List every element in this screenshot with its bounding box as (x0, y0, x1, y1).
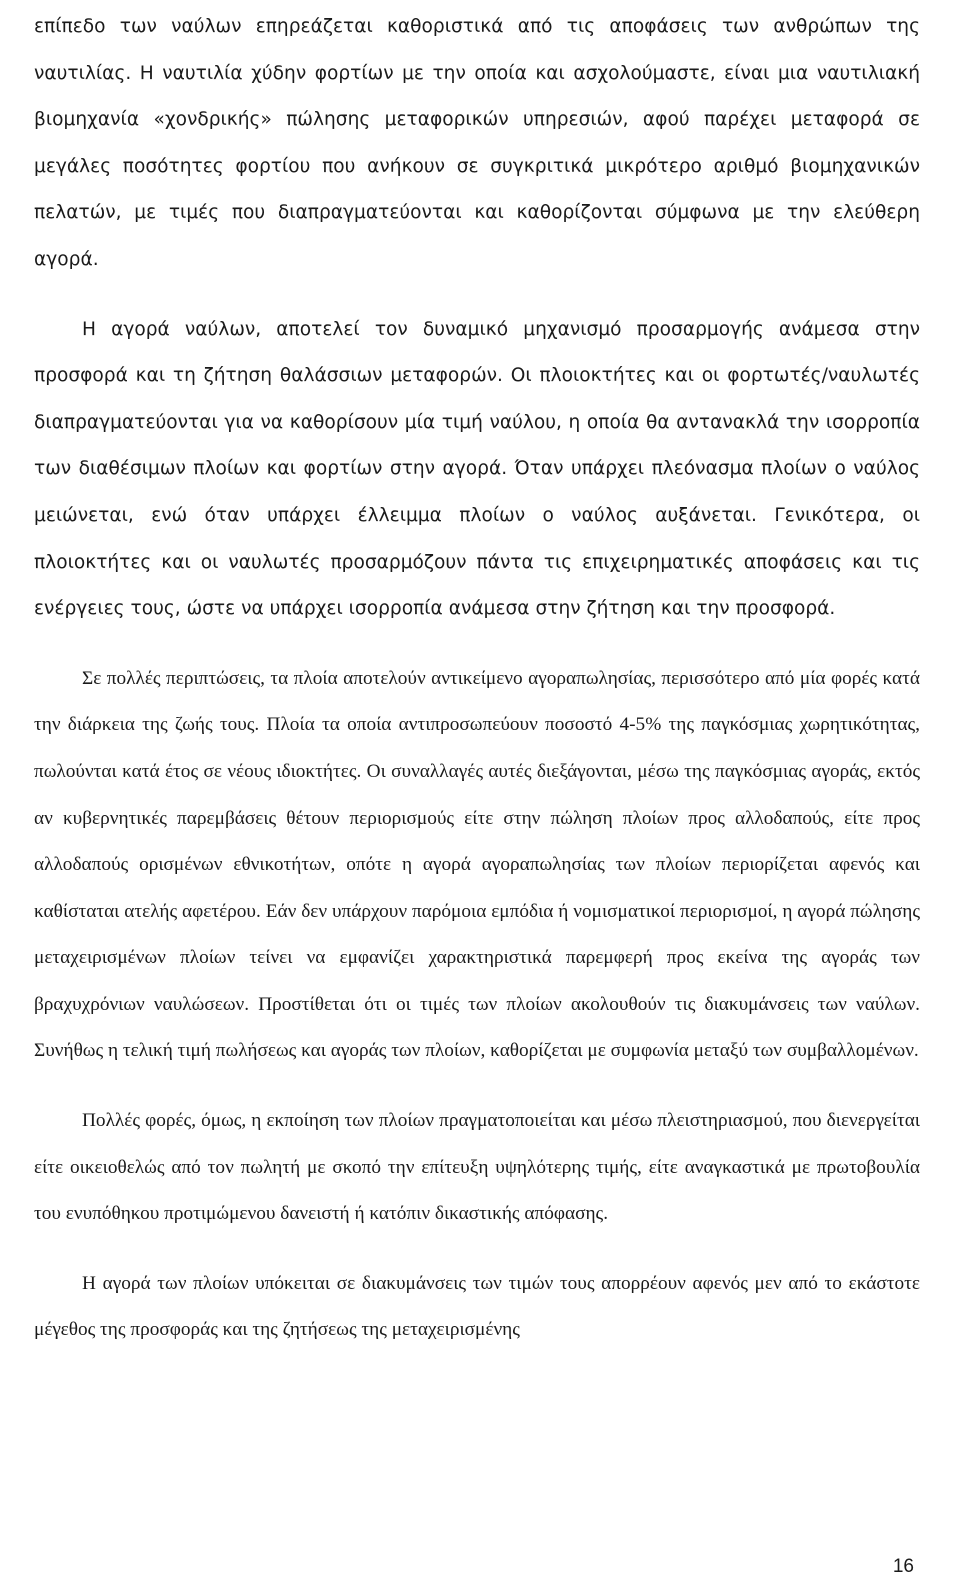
paragraph-gap (34, 1075, 920, 1098)
paragraph-4: Πολλές φορές, όμως, η εκποίηση των πλοίων πραγματοποιείται και μέσω πλειστηριασμού, που διενεργείται είτε οικειοθελώς από τον πωλητή με σκοπό την επίτευξη υψηλότερης τιμής, είτε αναγκαστικά με πρωτοβουλία του ενυπόθηκου προτιμώμενου δανειστή ή κατόπιν δικαστικής απόφασης. (34, 1110, 920, 1225)
paragraph-1: επίπεδο των ναύλων επηρεάζεται καθοριστικά από τις αποφάσεις των ανθρώπων της ναυτιλίας. Η ναυτιλία χύδην φορτίων με την οποία και ασχολούμαστε, είναι μια ναυτιλιακή βιομηχανία «χονδρικής» πώλησης μεταφορικών υπηρεσιών, αφού παρέχει μεταφορά σε μεγάλες ποσότητες φορτίου που ανήκουν σε συγκριτικά μικρότερο αριθμό βιομηχανικών πελατών, με τιμές που διαπραγματεύονται και καθορίζονται σύμφωνα με την ελεύθερη αγορά. (34, 16, 920, 270)
paragraph-gap (34, 1238, 920, 1261)
paragraph-5: Η αγορά των πλοίων υπόκειται σε διακυμάνσεις των τιμών τους απορρέουν αφενός μεν από το εκάστοτε μέγεθος της προσφοράς και της ζητήσεως της μεταχειρισμένης (34, 1272, 920, 1341)
paragraph-gap (34, 633, 920, 656)
paragraph-2: Η αγορά ναύλων, αποτελεί τον δυναμικό μηχανισμό προσαρμογής ανάμεσα στην προσφορά και τη ζήτηση θαλάσσιων μεταφορών. Οι πλοιοκτήτες και οι φορτωτές/ναυλωτές διαπραγματεύονται για να καθορίσουν μία τιμή ναύλου, η οποία θα αντανακλά την ισορροπία των διαθέσιμων πλοίων και φορτίων στην αγορά. Όταν υπάρχει πλεόνασμα πλοίων ο ναύλος μειώνεται, ενώ όταν υπάρχει έλλειμμα πλοίων ο ναύλος αυξάνεται. Γενικότερα, οι πλοιοκτήτες και οι ναυλωτές προσαρμόζουν πάντα τις επιχειρηματικές αποφάσεις και τις ενέργειες τους, ώστε να υπάρχει ισορροπία ανάμεσα στην ζήτηση και την προσφορά. (34, 318, 920, 620)
paragraph-gap (34, 284, 920, 307)
paragraph-3: Σε πολλές περιπτώσεις, τα πλοία αποτελούν αντικείμενο αγοραπωλησίας, περισσότερο από μία φορές κατά την διάρκεια της ζωής τους. Πλοία τα οποία αντιπροσωπεύουν ποσοστό 4-5% της παγκόσμιας χωρητικότητας, πωλούνται κατά έτος σε νέους ιδιοκτήτες. Οι συναλλαγές αυτές διεξάγονται, μέσω της παγκόσμιας αγοράς, εκτός αν κυβερνητικές παρεμβάσεις θέτουν περιορισμούς είτε στην πώληση πλοίων προς αλλοδαπούς, είτε προς αλλοδαπούς ορισμένων εθνικοτήτων, οπότε η αγορά αγοραπωλησίας των πλοίων περιορίζεται αφενός και καθίσταται ατελής αφετέρου. Εάν δεν υπάρχουν παρόμοια εμπόδια ή νομισματικοί περιορισμοί, η αγορά πώλησης μεταχειρισμένων πλοίων τείνει να εμφανίζει χαρακτηριστικά παρεμφερή προς εκείνα της αγοράς των βραχυχρόνιων ναυλώσεων. Προστίθεται ότι οι τιμές των πλοίων ακολουθούν τις διακυμάνσεις των ναύλων. Συνήθως η τελική τιμή πωλήσεως και αγοράς των πλοίων, καθορίζεται με συμφωνία μεταξύ των συμβαλλομένων. (34, 667, 920, 1062)
page-number: 16 (892, 1556, 914, 1577)
